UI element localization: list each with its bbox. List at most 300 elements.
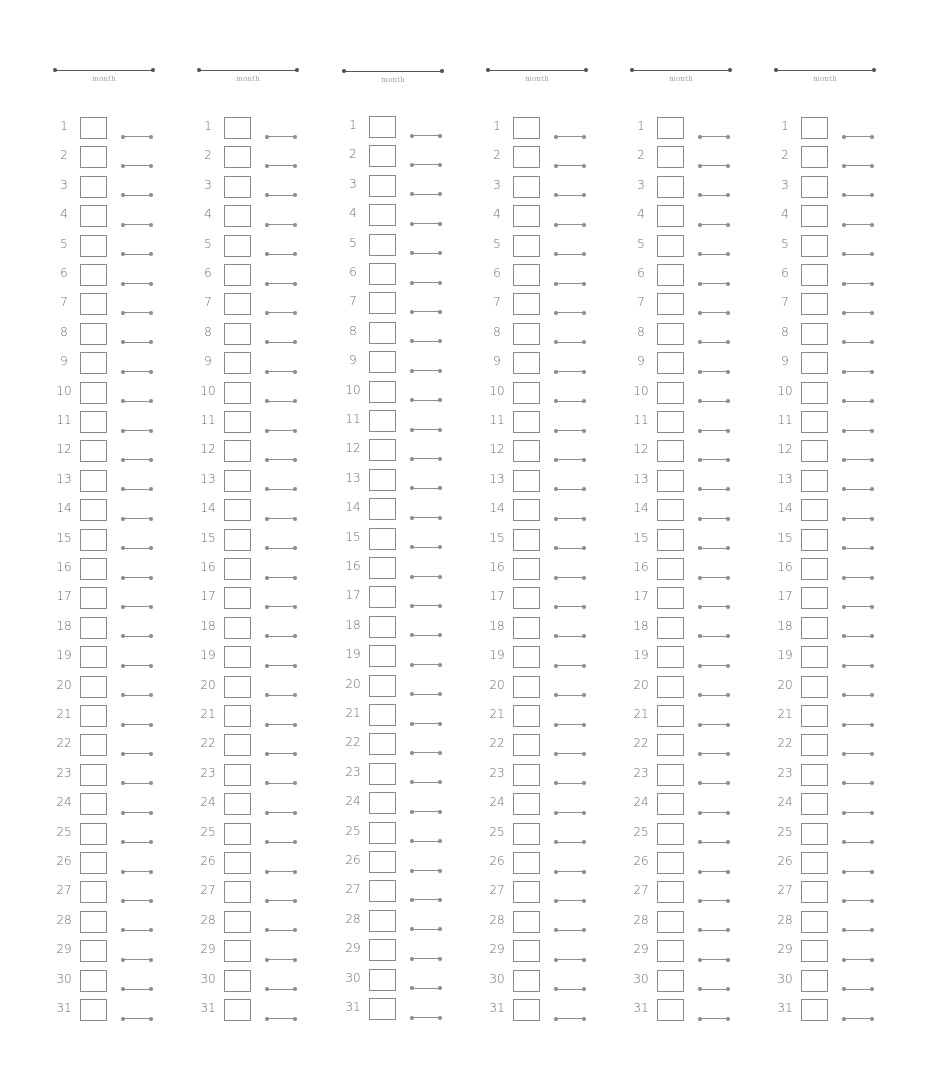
day-checkbox[interactable] bbox=[224, 764, 251, 786]
day-note-line[interactable] bbox=[267, 695, 295, 696]
day-note-line[interactable] bbox=[700, 842, 728, 843]
day-checkbox[interactable] bbox=[224, 411, 251, 433]
day-note-line[interactable] bbox=[412, 899, 440, 900]
day-checkbox[interactable] bbox=[80, 470, 107, 492]
day-checkbox[interactable] bbox=[224, 382, 251, 404]
day-checkbox[interactable] bbox=[513, 411, 540, 433]
day-checkbox[interactable] bbox=[369, 675, 396, 697]
day-note-line[interactable] bbox=[844, 195, 872, 196]
day-checkbox[interactable] bbox=[801, 323, 828, 345]
day-checkbox[interactable] bbox=[657, 293, 684, 315]
day-note-line[interactable] bbox=[844, 283, 872, 284]
day-note-line[interactable] bbox=[412, 194, 440, 195]
day-checkbox[interactable] bbox=[369, 586, 396, 608]
day-checkbox[interactable] bbox=[657, 823, 684, 845]
day-note-line[interactable] bbox=[412, 576, 440, 577]
day-note-line[interactable] bbox=[123, 753, 151, 754]
day-note-line[interactable] bbox=[700, 871, 728, 872]
day-checkbox[interactable] bbox=[801, 940, 828, 962]
day-note-line[interactable] bbox=[123, 312, 151, 313]
day-note-line[interactable] bbox=[844, 312, 872, 313]
day-note-line[interactable] bbox=[700, 695, 728, 696]
day-note-line[interactable] bbox=[267, 342, 295, 343]
day-checkbox[interactable] bbox=[513, 176, 540, 198]
day-checkbox[interactable] bbox=[657, 176, 684, 198]
day-note-line[interactable] bbox=[556, 930, 584, 931]
day-note-line[interactable] bbox=[123, 900, 151, 901]
day-checkbox[interactable] bbox=[513, 470, 540, 492]
day-note-line[interactable] bbox=[844, 136, 872, 137]
day-checkbox[interactable] bbox=[657, 999, 684, 1021]
day-note-line[interactable] bbox=[267, 459, 295, 460]
day-note-line[interactable] bbox=[844, 871, 872, 872]
day-note-line[interactable] bbox=[844, 165, 872, 166]
day-note-line[interactable] bbox=[123, 371, 151, 372]
day-checkbox[interactable] bbox=[80, 146, 107, 168]
day-checkbox[interactable] bbox=[224, 881, 251, 903]
day-note-line[interactable] bbox=[556, 342, 584, 343]
day-note-line[interactable] bbox=[267, 900, 295, 901]
day-note-line[interactable] bbox=[267, 930, 295, 931]
day-note-line[interactable] bbox=[844, 724, 872, 725]
day-note-line[interactable] bbox=[267, 783, 295, 784]
day-note-line[interactable] bbox=[700, 195, 728, 196]
day-checkbox[interactable] bbox=[801, 852, 828, 874]
day-checkbox[interactable] bbox=[80, 352, 107, 374]
day-note-line[interactable] bbox=[267, 430, 295, 431]
day-note-line[interactable] bbox=[556, 665, 584, 666]
day-note-line[interactable] bbox=[412, 664, 440, 665]
day-checkbox[interactable] bbox=[657, 558, 684, 580]
day-checkbox[interactable] bbox=[224, 646, 251, 668]
day-note-line[interactable] bbox=[412, 341, 440, 342]
day-checkbox[interactable] bbox=[657, 382, 684, 404]
day-checkbox[interactable] bbox=[224, 793, 251, 815]
day-note-line[interactable] bbox=[700, 900, 728, 901]
day-note-line[interactable] bbox=[556, 1018, 584, 1019]
day-checkbox[interactable] bbox=[657, 587, 684, 609]
day-checkbox[interactable] bbox=[513, 558, 540, 580]
day-note-line[interactable] bbox=[123, 724, 151, 725]
day-checkbox[interactable] bbox=[80, 440, 107, 462]
day-checkbox[interactable] bbox=[369, 880, 396, 902]
day-note-line[interactable] bbox=[556, 812, 584, 813]
day-checkbox[interactable] bbox=[369, 792, 396, 814]
day-note-line[interactable] bbox=[412, 400, 440, 401]
day-checkbox[interactable] bbox=[224, 293, 251, 315]
day-checkbox[interactable] bbox=[801, 734, 828, 756]
day-checkbox[interactable] bbox=[369, 557, 396, 579]
day-note-line[interactable] bbox=[412, 988, 440, 989]
day-note-line[interactable] bbox=[700, 430, 728, 431]
day-note-line[interactable] bbox=[700, 783, 728, 784]
day-note-line[interactable] bbox=[412, 635, 440, 636]
day-note-line[interactable] bbox=[123, 959, 151, 960]
day-checkbox[interactable] bbox=[80, 529, 107, 551]
day-checkbox[interactable] bbox=[80, 558, 107, 580]
day-note-line[interactable] bbox=[700, 401, 728, 402]
day-checkbox[interactable] bbox=[224, 823, 251, 845]
day-checkbox[interactable] bbox=[657, 470, 684, 492]
day-note-line[interactable] bbox=[267, 871, 295, 872]
day-note-line[interactable] bbox=[123, 283, 151, 284]
month-name-line[interactable] bbox=[632, 70, 730, 71]
day-checkbox[interactable] bbox=[224, 940, 251, 962]
day-checkbox[interactable] bbox=[657, 352, 684, 374]
day-note-line[interactable] bbox=[700, 577, 728, 578]
day-note-line[interactable] bbox=[844, 753, 872, 754]
day-checkbox[interactable] bbox=[801, 235, 828, 257]
day-note-line[interactable] bbox=[267, 401, 295, 402]
day-checkbox[interactable] bbox=[224, 117, 251, 139]
day-checkbox[interactable] bbox=[513, 499, 540, 521]
day-note-line[interactable] bbox=[700, 665, 728, 666]
day-note-line[interactable] bbox=[844, 577, 872, 578]
day-note-line[interactable] bbox=[123, 665, 151, 666]
day-checkbox[interactable] bbox=[657, 264, 684, 286]
day-note-line[interactable] bbox=[556, 842, 584, 843]
day-note-line[interactable] bbox=[412, 311, 440, 312]
day-checkbox[interactable] bbox=[80, 911, 107, 933]
day-checkbox[interactable] bbox=[801, 176, 828, 198]
day-checkbox[interactable] bbox=[657, 676, 684, 698]
day-checkbox[interactable] bbox=[513, 235, 540, 257]
day-checkbox[interactable] bbox=[224, 176, 251, 198]
day-checkbox[interactable] bbox=[513, 705, 540, 727]
day-note-line[interactable] bbox=[700, 606, 728, 607]
day-note-line[interactable] bbox=[844, 900, 872, 901]
day-note-line[interactable] bbox=[844, 959, 872, 960]
day-checkbox[interactable] bbox=[801, 676, 828, 698]
day-checkbox[interactable] bbox=[224, 529, 251, 551]
day-note-line[interactable] bbox=[556, 724, 584, 725]
day-note-line[interactable] bbox=[556, 224, 584, 225]
day-checkbox[interactable] bbox=[369, 910, 396, 932]
day-checkbox[interactable] bbox=[369, 733, 396, 755]
day-checkbox[interactable] bbox=[801, 970, 828, 992]
day-note-line[interactable] bbox=[844, 1018, 872, 1019]
day-checkbox[interactable] bbox=[80, 646, 107, 668]
day-checkbox[interactable] bbox=[369, 381, 396, 403]
day-note-line[interactable] bbox=[123, 989, 151, 990]
day-note-line[interactable] bbox=[412, 547, 440, 548]
day-note-line[interactable] bbox=[844, 636, 872, 637]
day-checkbox[interactable] bbox=[801, 264, 828, 286]
day-note-line[interactable] bbox=[844, 342, 872, 343]
day-checkbox[interactable] bbox=[657, 323, 684, 345]
day-note-line[interactable] bbox=[700, 371, 728, 372]
day-checkbox[interactable] bbox=[801, 529, 828, 551]
day-note-line[interactable] bbox=[700, 548, 728, 549]
day-note-line[interactable] bbox=[267, 812, 295, 813]
day-note-line[interactable] bbox=[700, 254, 728, 255]
day-checkbox[interactable] bbox=[369, 351, 396, 373]
day-checkbox[interactable] bbox=[513, 970, 540, 992]
day-note-line[interactable] bbox=[267, 724, 295, 725]
day-note-line[interactable] bbox=[556, 195, 584, 196]
day-note-line[interactable] bbox=[267, 665, 295, 666]
day-note-line[interactable] bbox=[267, 959, 295, 960]
day-note-line[interactable] bbox=[123, 165, 151, 166]
day-note-line[interactable] bbox=[123, 606, 151, 607]
day-checkbox[interactable] bbox=[369, 704, 396, 726]
day-checkbox[interactable] bbox=[801, 499, 828, 521]
day-note-line[interactable] bbox=[267, 136, 295, 137]
day-note-line[interactable] bbox=[700, 812, 728, 813]
day-checkbox[interactable] bbox=[513, 382, 540, 404]
day-note-line[interactable] bbox=[267, 518, 295, 519]
day-note-line[interactable] bbox=[123, 459, 151, 460]
day-note-line[interactable] bbox=[556, 606, 584, 607]
day-checkbox[interactable] bbox=[80, 499, 107, 521]
day-note-line[interactable] bbox=[412, 458, 440, 459]
day-checkbox[interactable] bbox=[657, 411, 684, 433]
day-note-line[interactable] bbox=[556, 959, 584, 960]
day-note-line[interactable] bbox=[556, 636, 584, 637]
day-checkbox[interactable] bbox=[80, 676, 107, 698]
day-note-line[interactable] bbox=[844, 812, 872, 813]
day-checkbox[interactable] bbox=[224, 470, 251, 492]
day-checkbox[interactable] bbox=[224, 999, 251, 1021]
day-note-line[interactable] bbox=[267, 489, 295, 490]
day-checkbox[interactable] bbox=[801, 881, 828, 903]
day-note-line[interactable] bbox=[267, 606, 295, 607]
day-checkbox[interactable] bbox=[80, 852, 107, 874]
day-checkbox[interactable] bbox=[80, 117, 107, 139]
day-note-line[interactable] bbox=[844, 665, 872, 666]
day-checkbox[interactable] bbox=[513, 734, 540, 756]
day-note-line[interactable] bbox=[267, 842, 295, 843]
day-checkbox[interactable] bbox=[224, 235, 251, 257]
day-note-line[interactable] bbox=[123, 842, 151, 843]
day-checkbox[interactable] bbox=[369, 292, 396, 314]
day-checkbox[interactable] bbox=[224, 970, 251, 992]
day-note-line[interactable] bbox=[412, 605, 440, 606]
day-checkbox[interactable] bbox=[80, 264, 107, 286]
day-checkbox[interactable] bbox=[224, 146, 251, 168]
day-checkbox[interactable] bbox=[369, 263, 396, 285]
day-checkbox[interactable] bbox=[657, 146, 684, 168]
day-note-line[interactable] bbox=[412, 752, 440, 753]
day-checkbox[interactable] bbox=[369, 528, 396, 550]
day-note-line[interactable] bbox=[123, 548, 151, 549]
day-checkbox[interactable] bbox=[801, 793, 828, 815]
day-checkbox[interactable] bbox=[801, 587, 828, 609]
day-checkbox[interactable] bbox=[513, 793, 540, 815]
month-name-line[interactable] bbox=[344, 71, 442, 72]
day-note-line[interactable] bbox=[267, 753, 295, 754]
day-checkbox[interactable] bbox=[369, 616, 396, 638]
day-note-line[interactable] bbox=[844, 606, 872, 607]
day-checkbox[interactable] bbox=[369, 439, 396, 461]
day-checkbox[interactable] bbox=[657, 529, 684, 551]
month-name-line[interactable] bbox=[776, 70, 874, 71]
day-checkbox[interactable] bbox=[513, 646, 540, 668]
day-checkbox[interactable] bbox=[80, 411, 107, 433]
day-checkbox[interactable] bbox=[369, 175, 396, 197]
day-checkbox[interactable] bbox=[80, 764, 107, 786]
day-checkbox[interactable] bbox=[657, 734, 684, 756]
day-checkbox[interactable] bbox=[657, 911, 684, 933]
day-checkbox[interactable] bbox=[80, 940, 107, 962]
day-note-line[interactable] bbox=[556, 753, 584, 754]
day-note-line[interactable] bbox=[700, 930, 728, 931]
day-note-line[interactable] bbox=[412, 958, 440, 959]
day-checkbox[interactable] bbox=[224, 499, 251, 521]
day-checkbox[interactable] bbox=[801, 440, 828, 462]
day-note-line[interactable] bbox=[700, 224, 728, 225]
day-note-line[interactable] bbox=[123, 636, 151, 637]
day-checkbox[interactable] bbox=[657, 440, 684, 462]
day-note-line[interactable] bbox=[123, 518, 151, 519]
day-checkbox[interactable] bbox=[801, 411, 828, 433]
day-checkbox[interactable] bbox=[657, 117, 684, 139]
day-checkbox[interactable] bbox=[369, 410, 396, 432]
day-note-line[interactable] bbox=[267, 195, 295, 196]
day-checkbox[interactable] bbox=[513, 823, 540, 845]
day-note-line[interactable] bbox=[412, 282, 440, 283]
day-note-line[interactable] bbox=[844, 842, 872, 843]
day-note-line[interactable] bbox=[556, 900, 584, 901]
day-note-line[interactable] bbox=[123, 136, 151, 137]
day-note-line[interactable] bbox=[123, 224, 151, 225]
day-checkbox[interactable] bbox=[801, 205, 828, 227]
day-checkbox[interactable] bbox=[513, 852, 540, 874]
day-note-line[interactable] bbox=[700, 342, 728, 343]
day-checkbox[interactable] bbox=[801, 823, 828, 845]
day-note-line[interactable] bbox=[556, 136, 584, 137]
day-note-line[interactable] bbox=[556, 871, 584, 872]
day-checkbox[interactable] bbox=[657, 852, 684, 874]
day-checkbox[interactable] bbox=[224, 705, 251, 727]
day-checkbox[interactable] bbox=[513, 293, 540, 315]
month-name-line[interactable] bbox=[199, 70, 297, 71]
day-note-line[interactable] bbox=[123, 930, 151, 931]
day-note-line[interactable] bbox=[556, 518, 584, 519]
day-note-line[interactable] bbox=[556, 459, 584, 460]
day-note-line[interactable] bbox=[267, 371, 295, 372]
day-checkbox[interactable] bbox=[513, 881, 540, 903]
day-checkbox[interactable] bbox=[513, 117, 540, 139]
day-checkbox[interactable] bbox=[801, 352, 828, 374]
day-note-line[interactable] bbox=[844, 695, 872, 696]
day-checkbox[interactable] bbox=[513, 146, 540, 168]
day-note-line[interactable] bbox=[412, 811, 440, 812]
day-checkbox[interactable] bbox=[657, 617, 684, 639]
day-note-line[interactable] bbox=[412, 253, 440, 254]
day-note-line[interactable] bbox=[556, 548, 584, 549]
day-note-line[interactable] bbox=[412, 694, 440, 695]
day-checkbox[interactable] bbox=[657, 646, 684, 668]
day-checkbox[interactable] bbox=[80, 705, 107, 727]
day-note-line[interactable] bbox=[844, 783, 872, 784]
day-note-line[interactable] bbox=[267, 283, 295, 284]
day-note-line[interactable] bbox=[123, 489, 151, 490]
day-checkbox[interactable] bbox=[80, 823, 107, 845]
day-note-line[interactable] bbox=[123, 254, 151, 255]
day-checkbox[interactable] bbox=[224, 558, 251, 580]
day-checkbox[interactable] bbox=[80, 881, 107, 903]
day-checkbox[interactable] bbox=[801, 558, 828, 580]
day-checkbox[interactable] bbox=[801, 911, 828, 933]
day-checkbox[interactable] bbox=[369, 998, 396, 1020]
day-note-line[interactable] bbox=[123, 577, 151, 578]
day-checkbox[interactable] bbox=[513, 617, 540, 639]
day-checkbox[interactable] bbox=[80, 970, 107, 992]
day-checkbox[interactable] bbox=[224, 205, 251, 227]
day-note-line[interactable] bbox=[556, 401, 584, 402]
day-note-line[interactable] bbox=[556, 312, 584, 313]
day-note-line[interactable] bbox=[412, 370, 440, 371]
day-note-line[interactable] bbox=[556, 695, 584, 696]
day-note-line[interactable] bbox=[700, 459, 728, 460]
day-note-line[interactable] bbox=[267, 636, 295, 637]
day-note-line[interactable] bbox=[844, 930, 872, 931]
day-note-line[interactable] bbox=[844, 518, 872, 519]
day-checkbox[interactable] bbox=[801, 646, 828, 668]
day-note-line[interactable] bbox=[700, 989, 728, 990]
day-note-line[interactable] bbox=[267, 224, 295, 225]
day-checkbox[interactable] bbox=[369, 469, 396, 491]
day-checkbox[interactable] bbox=[801, 146, 828, 168]
day-note-line[interactable] bbox=[844, 459, 872, 460]
day-note-line[interactable] bbox=[267, 1018, 295, 1019]
day-note-line[interactable] bbox=[700, 489, 728, 490]
day-checkbox[interactable] bbox=[224, 440, 251, 462]
day-note-line[interactable] bbox=[412, 164, 440, 165]
day-checkbox[interactable] bbox=[513, 676, 540, 698]
day-checkbox[interactable] bbox=[224, 264, 251, 286]
day-checkbox[interactable] bbox=[80, 205, 107, 227]
day-note-line[interactable] bbox=[844, 371, 872, 372]
day-checkbox[interactable] bbox=[657, 705, 684, 727]
day-checkbox[interactable] bbox=[801, 117, 828, 139]
day-checkbox[interactable] bbox=[801, 617, 828, 639]
day-note-line[interactable] bbox=[700, 518, 728, 519]
day-checkbox[interactable] bbox=[513, 205, 540, 227]
day-note-line[interactable] bbox=[267, 165, 295, 166]
day-note-line[interactable] bbox=[412, 841, 440, 842]
day-checkbox[interactable] bbox=[80, 382, 107, 404]
day-checkbox[interactable] bbox=[224, 617, 251, 639]
day-checkbox[interactable] bbox=[657, 235, 684, 257]
day-checkbox[interactable] bbox=[80, 323, 107, 345]
day-note-line[interactable] bbox=[412, 135, 440, 136]
day-checkbox[interactable] bbox=[224, 676, 251, 698]
day-note-line[interactable] bbox=[844, 548, 872, 549]
day-checkbox[interactable] bbox=[80, 587, 107, 609]
day-note-line[interactable] bbox=[123, 812, 151, 813]
day-checkbox[interactable] bbox=[224, 734, 251, 756]
day-checkbox[interactable] bbox=[80, 999, 107, 1021]
day-checkbox[interactable] bbox=[80, 293, 107, 315]
day-checkbox[interactable] bbox=[657, 881, 684, 903]
day-checkbox[interactable] bbox=[801, 470, 828, 492]
day-checkbox[interactable] bbox=[369, 969, 396, 991]
day-note-line[interactable] bbox=[844, 224, 872, 225]
day-checkbox[interactable] bbox=[369, 822, 396, 844]
day-checkbox[interactable] bbox=[801, 764, 828, 786]
day-note-line[interactable] bbox=[556, 489, 584, 490]
day-checkbox[interactable] bbox=[369, 498, 396, 520]
day-checkbox[interactable] bbox=[801, 999, 828, 1021]
day-checkbox[interactable] bbox=[513, 587, 540, 609]
day-note-line[interactable] bbox=[123, 195, 151, 196]
day-note-line[interactable] bbox=[267, 254, 295, 255]
day-note-line[interactable] bbox=[844, 989, 872, 990]
day-checkbox[interactable] bbox=[657, 764, 684, 786]
day-note-line[interactable] bbox=[700, 753, 728, 754]
